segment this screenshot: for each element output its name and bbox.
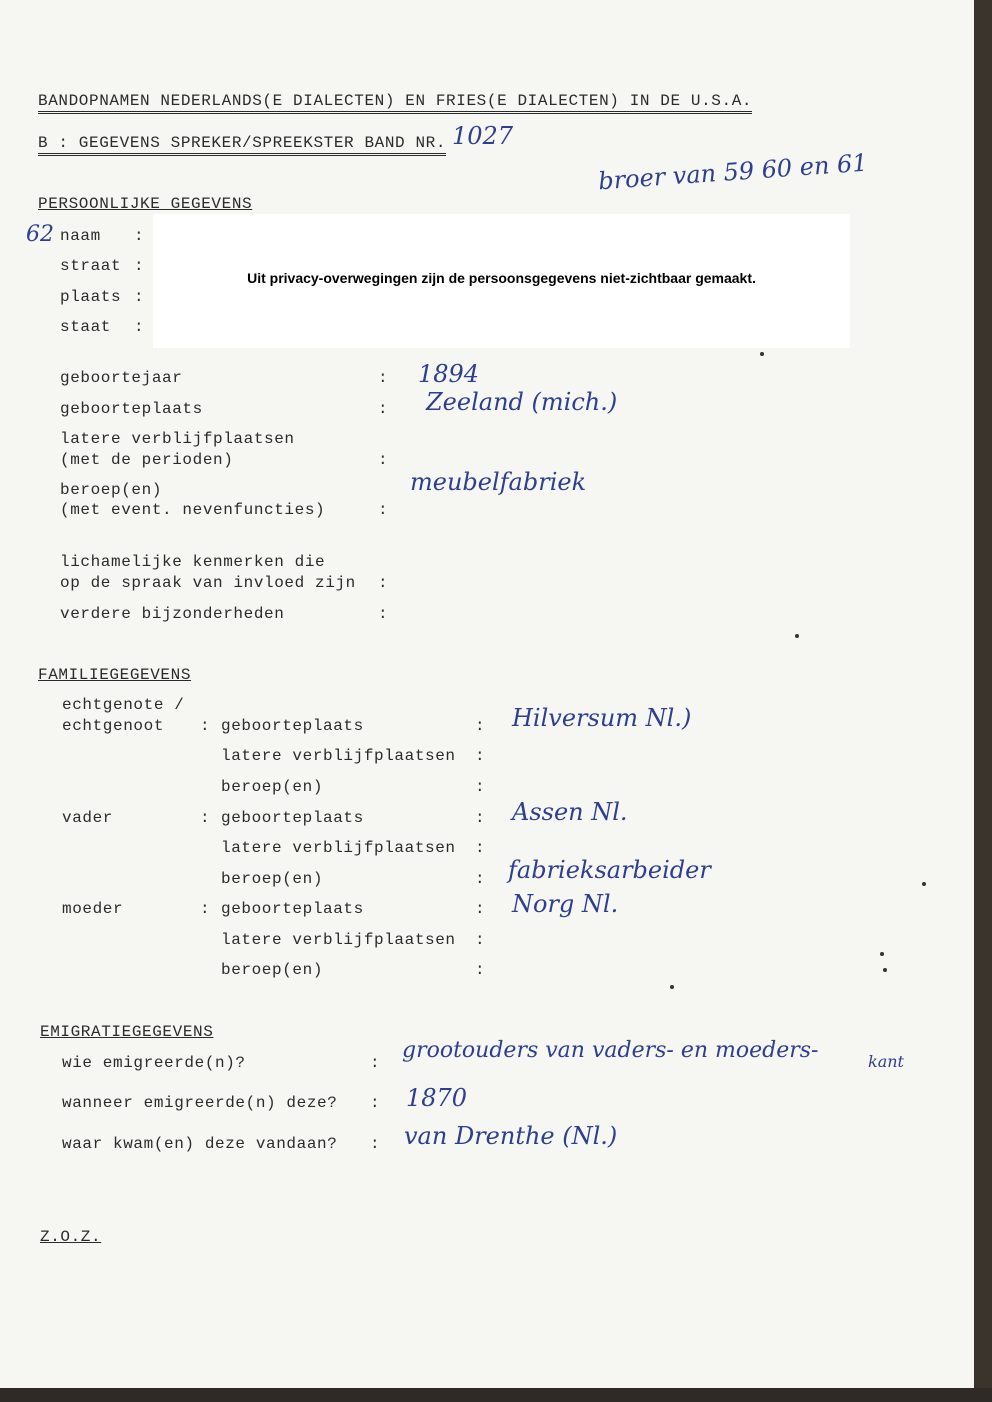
document-title: BANDOPNAMEN NEDERLANDS(E DIALECTEN) EN FRIES(E DIALECTEN) IN DE U.S.A. — [38, 92, 752, 110]
colon: : — [475, 900, 486, 918]
value-waar: van Drenthe (Nl.) — [404, 1122, 618, 1150]
colon: : — [475, 747, 486, 765]
label-spouse-latere: latere verblijfplaatsen — [221, 747, 456, 765]
top-note: broer van 59 60 en 61 — [597, 148, 869, 196]
colon: : — [475, 778, 486, 796]
colon: : — [475, 839, 486, 857]
colon: : — [134, 318, 145, 336]
label-geboortejaar: geboortejaar — [60, 369, 183, 387]
label-vader-beroep: beroep(en) — [221, 870, 324, 888]
label-wanneer: wanneer emigreerde(n) deze? — [62, 1094, 338, 1112]
colon: : — [200, 809, 211, 827]
label-wie: wie emigreerde(n)? — [62, 1054, 246, 1072]
label-staat: staat — [60, 318, 112, 336]
document-subtitle: B : GEGEVENS SPREKER/SPREEKSTER BAND NR. — [38, 134, 446, 152]
colon: : — [475, 931, 486, 949]
value-vader-beroep: fabrieksarbeider — [508, 856, 711, 884]
colon: : — [378, 574, 389, 592]
colon: : — [378, 501, 389, 519]
colon: : — [370, 1054, 381, 1072]
label-plaats: plaats — [60, 288, 122, 306]
value-wie: grootouders van vaders- en moeders- — [402, 1038, 819, 1063]
label-spouse-1: echtgenote / — [62, 696, 185, 714]
label-moeder-beroep: beroep(en) — [221, 961, 324, 979]
label-geboorteplaats: geboorteplaats — [60, 400, 203, 418]
label-vader-geboorteplaats: geboorteplaats — [221, 809, 364, 827]
value-wanneer: 1870 — [406, 1084, 468, 1112]
colon: : — [475, 717, 486, 735]
speck — [883, 968, 887, 972]
colon: : — [378, 400, 389, 418]
label-spouse-geboorteplaats: geboorteplaats — [221, 717, 364, 735]
colon: : — [134, 227, 145, 245]
value-geboortejaar: 1894 — [418, 360, 480, 388]
colon: : — [378, 451, 389, 469]
colon: : — [378, 369, 389, 387]
colon: : — [134, 288, 145, 306]
label-verdere: verdere bijzonderheden — [60, 605, 285, 623]
section-family: FAMILIEGEGEVENS — [38, 666, 192, 684]
colon: : — [370, 1094, 381, 1112]
colon: : — [370, 1135, 381, 1153]
label-naam: naam — [60, 227, 101, 245]
zoz-footer: Z.O.Z. — [40, 1228, 102, 1246]
colon: : — [200, 717, 211, 735]
label-moeder-latere: latere verblijfplaatsen — [221, 931, 456, 949]
label-beroep-2: (met event. nevenfuncties) — [60, 501, 326, 519]
label-straat: straat — [60, 257, 122, 275]
section-personal: PERSOONLIJKE GEGEVENS — [38, 195, 253, 213]
label-vader-latere: latere verblijfplaatsen — [221, 839, 456, 857]
label-latere-1: latere verblijfplaatsen — [60, 430, 295, 448]
section-emigration: EMIGRATIEGEGEVENS — [40, 1023, 214, 1041]
label-spouse-2: echtgenoot — [62, 717, 165, 735]
label-spouse-beroep: beroep(en) — [221, 778, 324, 796]
colon: : — [134, 257, 145, 275]
label-vader: vader — [62, 809, 114, 827]
colon: : — [475, 870, 486, 888]
label-lichamelijk-1: lichamelijke kenmerken die — [60, 553, 326, 571]
speck — [760, 352, 764, 356]
label-latere-2: (met de perioden) — [60, 451, 234, 469]
label-moeder-geboorteplaats: geboorteplaats — [221, 900, 364, 918]
band-number: 1027 — [452, 122, 514, 150]
colon: : — [378, 605, 389, 623]
speck — [670, 985, 674, 989]
speck — [922, 882, 926, 886]
colon: : — [475, 961, 486, 979]
value-moeder-geboorteplaats: Norg Nl. — [512, 890, 619, 918]
label-waar: waar kwam(en) deze vandaan? — [62, 1135, 338, 1153]
colon: : — [475, 809, 486, 827]
label-lichamelijk-2: op de spraak van invloed zijn — [60, 574, 356, 592]
value-beroep: meubelfabriek — [410, 468, 587, 496]
speaker-number: 62 — [26, 222, 54, 247]
value-wie-2: kant — [868, 1052, 904, 1071]
speck — [880, 952, 884, 956]
privacy-notice: Uit privacy-overwegingen zijn de persoonsgegevens niet-zichtbaar gemaakt. — [247, 270, 756, 286]
value-vader-geboorteplaats: Assen Nl. — [512, 798, 628, 826]
label-moeder: moeder — [62, 900, 124, 918]
label-beroep-1: beroep(en) — [60, 481, 163, 499]
page-edge-bottom — [0, 1388, 992, 1402]
page-edge-right — [974, 0, 992, 1402]
privacy-redaction-box — [153, 214, 850, 348]
value-geboorteplaats: Zeeland (mich.) — [426, 388, 618, 416]
speck — [795, 634, 799, 638]
value-spouse-geboorteplaats: Hilversum Nl.) — [512, 704, 692, 732]
colon: : — [200, 900, 211, 918]
